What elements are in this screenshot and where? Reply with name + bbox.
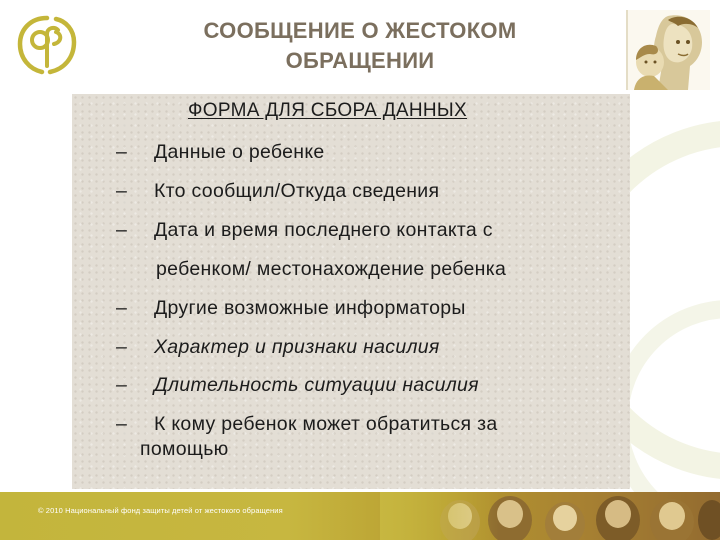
footer-band	[0, 492, 720, 540]
list-item-other-informants	[116, 296, 626, 321]
list-item-text: Другие возможные информаторы	[154, 297, 466, 319]
list-item-help-contact	[116, 412, 626, 437]
footer-copyright: © 2010 Национальный фонд защиты детей от жестокого обращения	[38, 506, 283, 515]
list-item-text: Характер и признаки насилия	[154, 336, 440, 358]
list-item-text: К кому ребенок может обратиться за	[154, 413, 498, 435]
list-item-text: Кто сообщил/Откуда сведения	[154, 180, 440, 202]
list-item-help-contact-continuation: помощью	[140, 438, 229, 460]
title-line-1: СООБЩЕНИЕ О ЖЕСТОКОМ	[203, 18, 517, 43]
list-dash: –	[116, 336, 128, 358]
list-item-last-contact-continuation: ребенком/ местонахождение ребенка	[156, 258, 507, 280]
list-dash: –	[116, 180, 128, 202]
list-item-last-contact	[116, 218, 626, 243]
list-dash: –	[116, 141, 128, 163]
list-item-child-data	[116, 140, 626, 165]
children-photo-strip	[380, 492, 720, 540]
form-heading: ФОРМА ДЛЯ СБОРА ДАННЫХ	[188, 100, 467, 121]
title-line-2: ОБРАЩЕНИИ	[285, 48, 435, 73]
list-dash: –	[116, 297, 128, 319]
list-item-text: Данные о ребенке	[154, 141, 325, 163]
list-item-duration	[116, 373, 626, 398]
foundation-logo-icon	[14, 12, 80, 78]
list-item-reporter	[116, 179, 626, 204]
mother-child-photo	[626, 10, 710, 90]
list-dash: –	[116, 219, 128, 241]
list-item-text: Дата и время последнего контакта с	[154, 219, 493, 241]
slide-title	[140, 16, 580, 76]
list-dash: –	[116, 374, 128, 396]
list-item-nature-of-violence	[116, 335, 626, 360]
list-item-text: Длительность ситуации насилия	[154, 374, 479, 396]
list-dash: –	[116, 413, 128, 435]
